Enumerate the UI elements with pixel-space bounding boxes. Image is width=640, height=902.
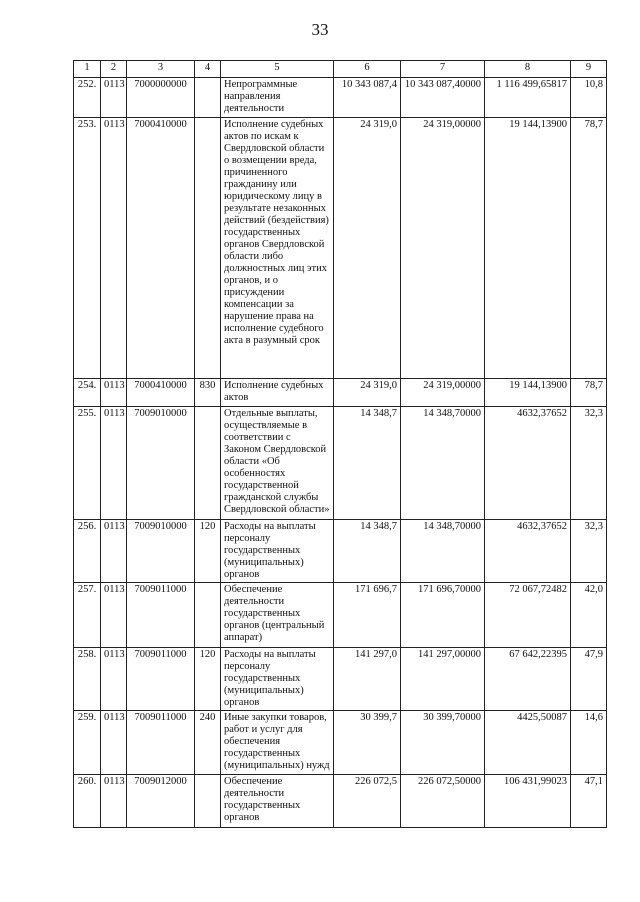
column-header: 9 [571,61,607,78]
column-header: 1 [74,61,101,78]
section-code: 0113 [101,520,127,583]
row-number: 260. [74,775,101,828]
column-header: 6 [334,61,401,78]
target-code: 7009010000 [127,520,195,583]
execution-percent: 47,9 [571,648,607,711]
expense-name: Расходы на выплаты персоналу государственных (муниципальных) органов [221,520,334,583]
plan-revised: 141 297,00000 [401,648,485,711]
expense-name: Обеспечение деятельности государственных органов [221,775,334,828]
section-code: 0113 [101,379,127,407]
section-code: 0113 [101,118,127,379]
row-number: 253. [74,118,101,379]
target-code: 7009010000 [127,407,195,520]
expense-name: Расходы на выплаты персоналу государственных (муниципальных) органов [221,648,334,711]
plan-initial: 171 696,7 [334,583,401,648]
executed-amount: 19 144,13900 [485,379,571,407]
page-number: 33 [311,20,329,39]
execution-percent: 32,3 [571,407,607,520]
column-header: 2 [101,61,127,78]
target-code: 7000410000 [127,379,195,407]
type-code [195,78,221,118]
table-row [74,118,607,379]
type-code: 120 [195,520,221,583]
executed-amount: 4632,37652 [485,407,571,520]
row-number: 255. [74,407,101,520]
type-code: 120 [195,648,221,711]
execution-percent: 47,1 [571,775,607,828]
plan-initial: 24 319,0 [334,118,401,379]
section-code: 0113 [101,775,127,828]
type-code [195,407,221,520]
type-code: 830 [195,379,221,407]
header-row [74,61,607,78]
plan-initial: 30 399,7 [334,711,401,775]
target-code: 7009011000 [127,711,195,775]
target-code: 7009012000 [127,775,195,828]
table-row [74,78,607,118]
execution-percent: 14,6 [571,711,607,775]
execution-percent: 10,8 [571,78,607,118]
executed-amount: 4425,50087 [485,711,571,775]
executed-amount: 72 067,72482 [485,583,571,648]
executed-amount: 106 431,99023 [485,775,571,828]
plan-initial: 14 348,7 [334,520,401,583]
plan-revised: 171 696,70000 [401,583,485,648]
column-header: 3 [127,61,195,78]
plan-revised: 14 348,70000 [401,520,485,583]
plan-revised: 24 319,00000 [401,379,485,407]
expense-name: Обеспечение деятельности государственных органов (центральный аппарат) [221,583,334,648]
expense-name: Непрограммные направления деятельности [221,78,334,118]
table-row [74,520,607,583]
section-code: 0113 [101,78,127,118]
table-row [74,379,607,407]
execution-percent: 78,7 [571,379,607,407]
type-code [195,583,221,648]
column-header: 4 [195,61,221,78]
type-code [195,118,221,379]
execution-percent: 32,3 [571,520,607,583]
plan-initial: 14 348,7 [334,407,401,520]
plan-revised: 10 343 087,40000 [401,78,485,118]
column-header: 5 [221,61,334,78]
section-code: 0113 [101,583,127,648]
expense-name: Исполнение судебных актов [221,379,334,407]
row-number: 254. [74,379,101,407]
executed-amount: 19 144,13900 [485,118,571,379]
section-code: 0113 [101,407,127,520]
table-row [74,407,607,520]
row-number: 259. [74,711,101,775]
table-row [74,775,607,828]
plan-revised: 226 072,50000 [401,775,485,828]
table-row [74,583,607,648]
section-code: 0113 [101,648,127,711]
plan-revised: 24 319,00000 [401,118,485,379]
table-row [74,711,607,775]
plan-initial: 24 319,0 [334,379,401,407]
expense-name: Отдельные выплаты, осуществляемые в соответствии с Законом Свердловской области «Об особенностях государственной гражданской службы Свердловской области» [221,407,334,520]
target-code: 7009011000 [127,583,195,648]
section-code: 0113 [101,711,127,775]
column-header: 7 [401,61,485,78]
type-code: 240 [195,711,221,775]
plan-initial: 10 343 087,4 [334,78,401,118]
row-number: 256. [74,520,101,583]
target-code: 7009011000 [127,648,195,711]
expense-name: Исполнение судебных актов по искам к Свердловской области о возмещении вреда, причиненного гражданину или юридическому лицу в результате незаконных действий (бездействия) государственных органов Свердловской области либо должностных лиц этих органов, и о присуждении компенсации за нарушение права на исполнение судебного акта в разумный срок [221,118,334,379]
plan-revised: 14 348,70000 [401,407,485,520]
execution-percent: 78,7 [571,118,607,379]
expense-name: Иные закупки товаров, работ и услуг для обеспечения государственных (муниципальных) нужд [221,711,334,775]
budget-table [73,60,607,828]
executed-amount: 1 116 499,65817 [485,78,571,118]
plan-initial: 141 297,0 [334,648,401,711]
type-code [195,775,221,828]
row-number: 257. [74,583,101,648]
execution-percent: 42,0 [571,583,607,648]
executed-amount: 67 642,22395 [485,648,571,711]
row-number: 252. [74,78,101,118]
plan-initial: 226 072,5 [334,775,401,828]
row-number: 258. [74,648,101,711]
column-header: 8 [485,61,571,78]
table-row [74,648,607,711]
target-code: 7000000000 [127,78,195,118]
target-code: 7000410000 [127,118,195,379]
executed-amount: 4632,37652 [485,520,571,583]
plan-revised: 30 399,70000 [401,711,485,775]
